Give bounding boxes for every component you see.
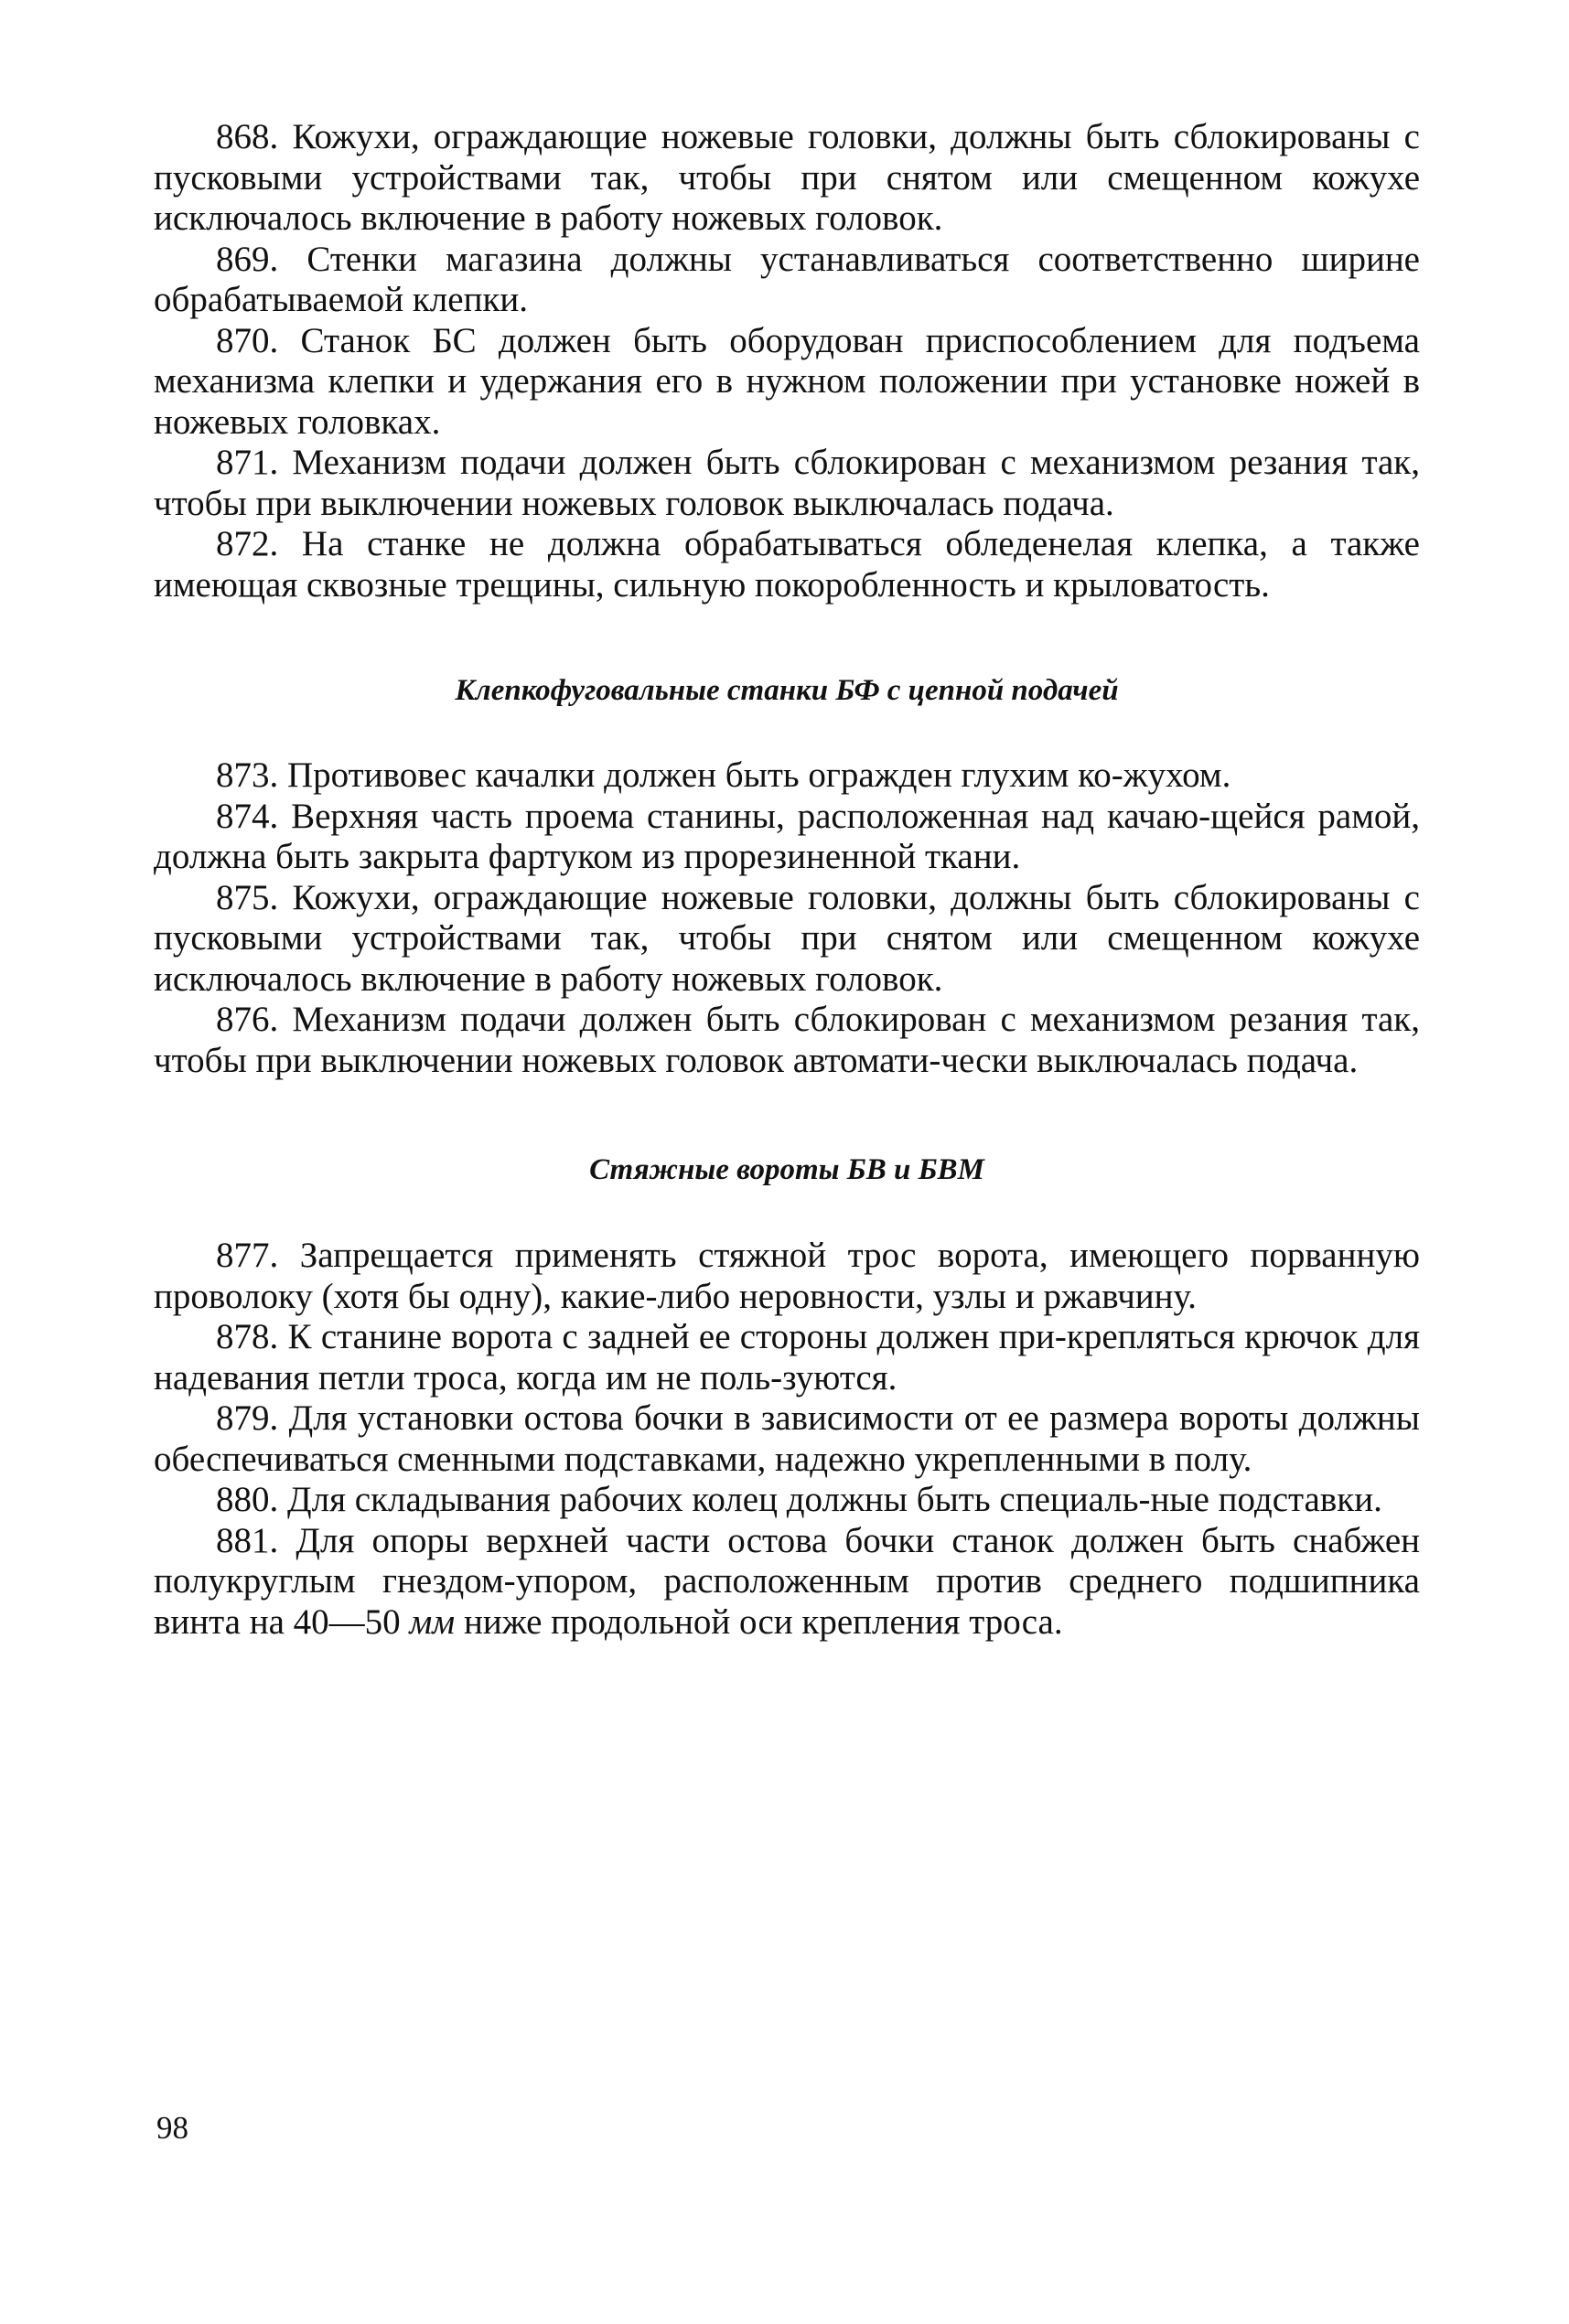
paragraph-869: 869. Стенки магазина должны устанавливаться соответственно ширине обрабатываемой клепки. — [154, 239, 1420, 319]
paragraph-879: 879. Для установки остова бочки в зависимости от ее размера вороты должны обеспечиваться сменными подставками, надежно укрепленными в полу. — [154, 1398, 1420, 1479]
paragraph-878: 878. К станине ворота с задней ее стороны должен при-крепляться крючок для надевания петли троса, когда им не поль-зуются. — [154, 1317, 1420, 1398]
paragraph-872: 872. На станке не должна обрабатываться обледенелая клепка, а также имеющая сквозные трещины, сильную покоробленность и крыловатость. — [154, 524, 1420, 605]
paragraph-875: 875. Кожухи, ограждающие ножевые головки, должны быть сблокированы с пусковыми устройствами так, чтобы при снятом или смещенном кожухе исключалось включение в работу ножевых головок. — [154, 877, 1420, 999]
paragraph-870: 870. Станок БС должен быть оборудован приспособлением для подъема механизма клепки и удержания его в нужном положении при установке ножей в ножевых головках. — [154, 320, 1420, 442]
paragraph-868: 868. Кожухи, ограждающие ножевые головки, должны быть сблокированы с пусковыми устройствами так, чтобы при снятом или смещенном кожухе исключалось включение в работу ножевых головок. — [154, 117, 1420, 238]
paragraph-881 — [154, 1521, 1420, 1644]
paragraph-880: 880. Для складывания рабочих колец должны быть специаль-ные подставки. — [216, 1480, 1382, 1519]
page-number: 98 — [156, 2110, 188, 2146]
paragraph-881-text-start: 881. Для опоры верхней части остова бочки станок должен быть снабжен полукруглым гнездом-упором, расположенным против среднего подшипника винта на 40—50 — [154, 1520, 1420, 1642]
paragraph-874: 874. Верхняя часть проема станины, расположенная над качаю-щейся рамой, должна быть закрыта фартуком из прорезиненной ткани. — [154, 796, 1420, 876]
paragraph-877: 877. Запрещается применять стяжной трос ворота, имеющего порванную проволоку (хотя бы одну), какие-либо неровности, узлы и ржавчину. — [154, 1236, 1420, 1316]
section-heading-bv: Стяжные вороты БВ и БВМ — [589, 1153, 984, 1186]
units-mm: мм — [409, 1601, 456, 1642]
section-heading-bf: Клепкофуговальные станки БФ с цепной подачей — [455, 674, 1119, 707]
paragraph-876: 876. Механизм подачи должен быть сблокирован с механизмом резания так, чтобы при выключении ножевых головок автомати-чески выключалась подача. — [154, 1000, 1420, 1080]
document-page — [154, 117, 1420, 1643]
paragraph-881-text-end: ниже продольной оси крепления троса. — [455, 1601, 1063, 1642]
paragraph-873: 873. Противовес качалки должен быть огражден глухим ко-жухом. — [216, 755, 1231, 795]
paragraph-871: 871. Механизм подачи должен быть сблокирован с механизмом резания так, чтобы при выключении ножевых головок выключалась подача. — [154, 443, 1420, 523]
